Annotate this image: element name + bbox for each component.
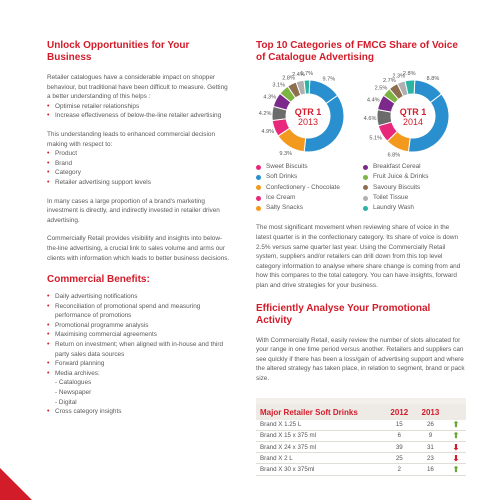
value-2013-cell: 23 xyxy=(415,453,446,464)
donut-chart-2014 xyxy=(361,70,466,158)
value-2012-cell: 15 xyxy=(384,420,415,431)
donut-center-year: 2013 xyxy=(297,117,319,127)
legend-item xyxy=(363,193,466,203)
slice-value-label: 9.3% xyxy=(279,150,293,157)
corner-triangle xyxy=(0,468,32,500)
legend-item xyxy=(256,162,359,172)
donut-center-label: QTR 1 xyxy=(399,107,427,117)
table-row xyxy=(256,464,466,475)
legend-item xyxy=(363,162,466,172)
list-item: • Product xyxy=(47,150,78,158)
bullet-icon: • xyxy=(47,331,50,339)
legend-label: Fruit Juice & Drinks xyxy=(373,173,429,181)
slice-value-label: 8.8% xyxy=(426,75,440,82)
brand-cell: Brand X 24 x 375 ml xyxy=(256,441,384,452)
slice-value-label: 4.2% xyxy=(258,110,272,117)
legend-label: Laundry Wash xyxy=(373,204,414,212)
list-item: • Optimise retailer relationships xyxy=(47,102,140,110)
table-row xyxy=(256,420,466,431)
unlock-heading: Unlock Opportunities for Your Business xyxy=(47,40,190,63)
legend-item xyxy=(256,203,359,213)
slice-value-label: 4.3% xyxy=(263,94,277,101)
intro-bullet-list xyxy=(47,102,232,121)
analyse-heading: Efficiently Analyse Your Promotional Activity xyxy=(256,302,431,326)
legend-swatch xyxy=(363,165,368,170)
list-item: • Promotional programme analysis xyxy=(47,321,149,329)
donut-chart-2013 xyxy=(256,70,361,158)
slice-value-label: 2.8% xyxy=(402,71,416,78)
value-2012-cell: 6 xyxy=(384,430,415,441)
bullet-icon: • xyxy=(47,302,50,310)
bullet-icon: • xyxy=(47,112,50,120)
list-item: • Reconciliation of promotional spend and measuring performance of promotions xyxy=(47,302,201,320)
legend-label: Breakfast Cereal xyxy=(373,163,421,170)
legend-label: Toilet Tissue xyxy=(373,193,409,201)
legend-swatch xyxy=(363,175,368,180)
slice-value-label: 6.8% xyxy=(387,152,401,158)
list-item: • Forward planning xyxy=(47,360,105,368)
column-header-2012: 2012 xyxy=(384,404,415,420)
table-title: Major Retailer Soft Drinks xyxy=(256,404,384,420)
bullet-icon: • xyxy=(47,293,50,301)
donut-center-year: 2014 xyxy=(402,117,424,127)
investment-paragraph: In many cases a large proportion of a brand's marketing investment is directly, and indirectly invested in retailer driven advertising. xyxy=(47,197,220,224)
bullet-icon: • xyxy=(47,169,50,177)
benefits-heading: Commercial Benefits: xyxy=(47,274,150,286)
value-2013-cell: 26 xyxy=(415,420,446,431)
legend-item xyxy=(256,193,359,203)
slice-value-label: 2.8% xyxy=(282,75,295,82)
donut-center-label: QTR 1 xyxy=(294,107,322,117)
bullet-icon: • xyxy=(47,102,50,110)
arrow-down-icon: ⬇ xyxy=(446,441,466,452)
bullet-icon: • xyxy=(47,321,50,329)
bullet-icon: • xyxy=(47,150,50,158)
bullet-icon: • xyxy=(47,159,50,167)
column-header-trend xyxy=(446,404,466,420)
slice-value-label: 2.3% xyxy=(392,73,406,80)
slice-value-label: 2.7% xyxy=(382,78,396,85)
donut-charts xyxy=(256,70,466,158)
provides-paragraph: Commercially Retail provides visibility and insights into below-the-line advertising, a crucial link to sales volume and arms our clients with information which leads to better business decisions. xyxy=(47,235,230,262)
right-column xyxy=(256,40,466,476)
bullet-icon: • xyxy=(47,408,50,416)
table-row xyxy=(256,453,466,464)
legend-swatch xyxy=(256,165,261,170)
slice-value-label: 4.6% xyxy=(363,116,377,123)
summary-paragraph: The most significant movement when reviewing share of voice in the latest quarter is in the confectionary category. Its share of voice is down 2.5% versus same quarter last year. Using the Commercially Retail system, suppliers and/or retailers can drill down from this top level category information to analyse where share change is coming from and how this compares to the total category. You can have insights, forward plan and drive strategies for your business. xyxy=(256,224,461,290)
legend-label: Savoury Biscuits xyxy=(373,183,421,191)
list-item: - Digital xyxy=(55,398,77,406)
legend-label: Soft Drinks xyxy=(266,173,298,181)
legend-item xyxy=(363,183,466,193)
corner-decoration xyxy=(0,460,40,500)
arrow-up-icon: ⬆ xyxy=(446,420,466,431)
slice-value-label: 2.4% xyxy=(292,72,305,79)
column-header-2013: 2013 xyxy=(415,404,446,420)
slice-value-label: 3.1% xyxy=(272,82,286,89)
arrow-down-icon: ⬇ xyxy=(446,453,466,464)
list-item: - Catalogues xyxy=(55,379,92,387)
slice-value-label: 4.4% xyxy=(366,97,380,104)
legend-item xyxy=(256,183,359,193)
bullet-icon: • xyxy=(47,178,50,186)
list-item: • Brand xyxy=(47,159,73,167)
list-item: • Category xyxy=(47,169,81,177)
legend-swatch xyxy=(363,185,368,190)
list-item: • Increase effectiveness of below-the-line retailer advertising xyxy=(47,112,222,120)
list-item: • Media archives: xyxy=(47,369,100,377)
bullet-icon: • xyxy=(47,360,50,368)
soft-drinks-table xyxy=(256,398,466,476)
value-2013-cell: 31 xyxy=(415,441,446,452)
slice-value-label: 1.7% xyxy=(300,71,314,78)
table-row xyxy=(256,430,466,441)
value-2013-cell: 16 xyxy=(415,464,446,475)
legend-item xyxy=(363,203,466,213)
legend-swatch xyxy=(363,206,368,211)
legend-swatch xyxy=(256,185,261,190)
chart-legend xyxy=(256,162,466,213)
analyse-paragraph: With Commercially Retail, easily review the number of slots allocated for your range in one time period versus another. Retailers and suppliers can see quickly if there has been a loss/gain of advertising support and where the altered strategy has taken place, in relation to segment, brand or pack size. xyxy=(256,336,465,383)
legend-swatch xyxy=(256,175,261,180)
list-item: • Maximising commercial agreements xyxy=(47,331,157,339)
legend-swatch xyxy=(363,196,368,201)
decision-paragraph: This understanding leads to enhanced commercial decision making with respect to: xyxy=(47,130,216,148)
bullet-icon: • xyxy=(47,341,50,349)
slice-value-label: 4.9% xyxy=(261,128,275,135)
legend-swatch xyxy=(256,196,261,201)
value-2012-cell: 2 xyxy=(384,464,415,475)
table-row xyxy=(256,441,466,452)
intro-paragraph: Retailer catalogues have a considerable impact on shopper behaviour, but traditional have been difficult to measure. Getting a better understanding of this helps : xyxy=(47,74,228,101)
legend-label: Salty Snacks xyxy=(266,204,303,212)
list-item: - Newspaper xyxy=(55,389,92,397)
brand-cell: Brand X 30 x 375ml xyxy=(256,464,384,475)
arrow-up-icon: ⬆ xyxy=(446,430,466,441)
legend-item xyxy=(363,172,466,182)
legend-label: Ice Cream xyxy=(266,193,296,201)
brand-cell: Brand X 1.25 L xyxy=(256,420,384,431)
brand-cell: Brand X 15 x 375 ml xyxy=(256,430,384,441)
list-item: • Return on investment; when aligned with in-house and third party sales data sources xyxy=(47,341,224,358)
chart-heading: Top 10 Categories of FMCG Share of Voice of Catalogue Advertising xyxy=(256,40,458,63)
list-item: • Retailer advertising support levels xyxy=(47,178,151,186)
legend-label: Confectionery - Chocolate xyxy=(266,183,340,191)
slice-value-label: 9.7% xyxy=(322,76,336,83)
list-item: • Cross category insights xyxy=(47,408,122,416)
list-item: • Daily advertising notifications xyxy=(47,293,138,301)
slice-value-label: 2.5% xyxy=(374,85,388,92)
legend-label: Sweet Biscuits xyxy=(266,163,308,170)
legend-swatch xyxy=(256,206,261,211)
donut-slice xyxy=(304,80,310,94)
decision-bullet-list xyxy=(47,149,232,187)
arrow-up-icon: ⬆ xyxy=(446,464,466,475)
bullet-icon: • xyxy=(47,369,50,377)
left-column xyxy=(47,40,232,417)
benefits-list xyxy=(47,292,232,417)
value-2012-cell: 25 xyxy=(384,453,415,464)
brand-cell: Brand X 2 L xyxy=(256,453,384,464)
value-2013-cell: 9 xyxy=(415,430,446,441)
value-2012-cell: 39 xyxy=(384,441,415,452)
legend-item xyxy=(256,172,359,182)
slice-value-label: 5.1% xyxy=(369,135,383,142)
